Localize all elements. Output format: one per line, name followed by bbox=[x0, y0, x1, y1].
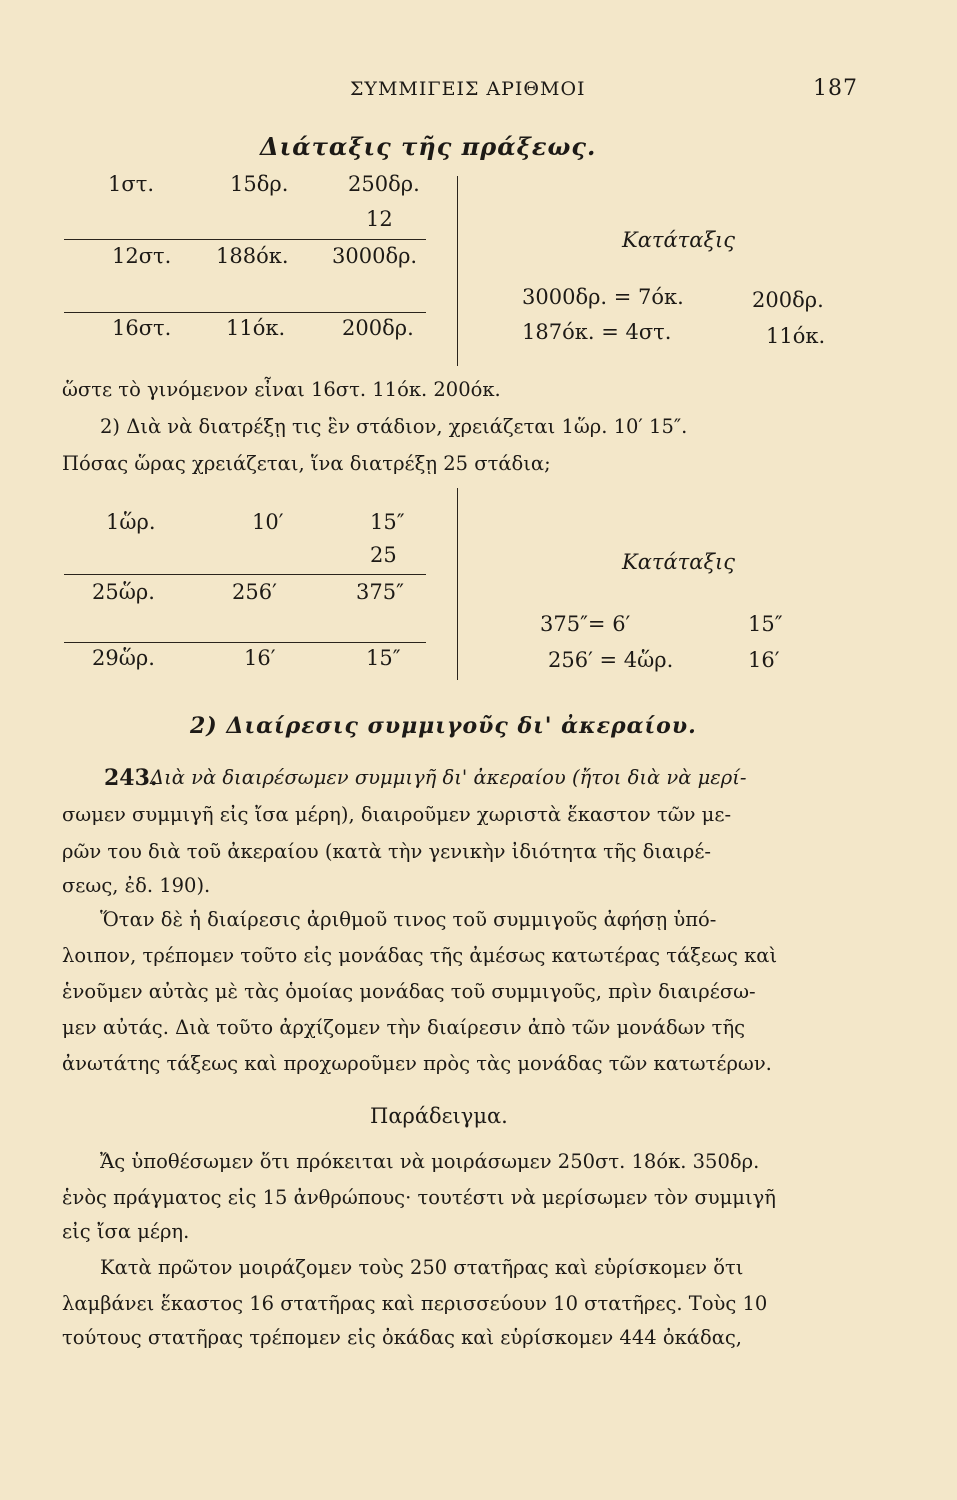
paragraph-line: τούτους στατῆρας τρέπομεν εἰς ὀκάδας καὶ εὑρίσκομεν 444 ὀκάδας, bbox=[62, 1326, 742, 1349]
paragraph-line: Ὅταν δὲ ἡ διαίρεσις ἀριθμοῦ τινος τοῦ συμμιγοῦς ἀφήσῃ ὑπό- bbox=[100, 908, 717, 931]
table-cell: 15δρ. bbox=[230, 172, 289, 196]
katataxis-cell: 16′ bbox=[748, 648, 780, 672]
paragraph-line: Διὰ νὰ διαιρέσωμεν συμμιγῆ δι' ἀκεραίου (ἤτοι διὰ νὰ μερί- bbox=[150, 766, 747, 789]
paragraph-line: ἑνοῦμεν αὐτὰς μὲ τὰς ὁμοίας μονάδας τοῦ συμμιγοῦς, πρὶν διαιρέσω- bbox=[62, 980, 756, 1003]
table-cell: 12στ. bbox=[112, 244, 172, 268]
problem-line: Πόσας ὥρας χρειάζεται, ἵνα διατρέξῃ 25 στάδια; bbox=[62, 452, 551, 475]
table-cell: 256′ bbox=[232, 580, 277, 604]
section-heading-arrangement: Διάταξις τῆς πράξεως. bbox=[260, 132, 597, 161]
result-line: ὥστε τὸ γινόμενον εἶναι 16στ. 11όκ. 200όκ. bbox=[62, 378, 501, 401]
divider bbox=[64, 574, 426, 575]
divider bbox=[64, 312, 426, 313]
table-cell: 29ὥρ. bbox=[92, 646, 155, 670]
page-number: 187 bbox=[813, 76, 858, 101]
table-cell: 12 bbox=[366, 207, 393, 231]
katataxis-cell: 11όκ. bbox=[766, 324, 826, 348]
paragraph-line: λοιπον, τρέπομεν τοῦτο εἰς μονάδας τῆς ἀμέσως κατωτέρας τάξεως καὶ bbox=[62, 944, 778, 967]
paragraph-line: εἰς ἴσα μέρη. bbox=[62, 1220, 190, 1243]
column-divider bbox=[457, 488, 458, 680]
table-cell: 1ὥρ. bbox=[106, 510, 156, 534]
paragraph-line: ἑνὸς πράγματος εἰς 15 ἀνθρώπους· τουτέστι νὰ μερίσωμεν τὸν συμμιγῆ bbox=[62, 1186, 776, 1209]
katataxis-cell: 3000δρ. = 7όκ. bbox=[522, 285, 684, 309]
table-cell: 188όκ. bbox=[216, 244, 289, 268]
katataxis-cell: 187όκ. = 4στ. bbox=[522, 320, 672, 344]
paragraph-line: Ἄς ὑποθέσωμεν ὅτι πρόκειται νὰ μοιράσωμεν 250στ. 18όκ. 350δρ. bbox=[100, 1150, 760, 1173]
running-title: ΣΥΜΜΙΓΕΙΣ ΑΡΙΘΜΟΙ bbox=[350, 78, 586, 100]
divider bbox=[64, 239, 426, 240]
section-heading-division: 2) Διαίρεσις συμμιγοῦς δι' ἀκεραίου. bbox=[190, 713, 697, 739]
paragraph-line: σωμεν συμμιγῆ εἰς ἴσα μέρη), διαιροῦμεν χωριστὰ ἕκαστον τῶν με- bbox=[62, 803, 732, 826]
table-cell: 3000δρ. bbox=[332, 244, 418, 268]
katataxis-title: Κατάταξις bbox=[622, 228, 736, 252]
table-cell: 11όκ. bbox=[226, 316, 286, 340]
paragraph-line: λαμβάνει ἕκαστος 16 στατῆρας καὶ περισσεύουν 10 στατῆρες. Τοὺς 10 bbox=[62, 1292, 768, 1315]
table-cell: 200δρ. bbox=[342, 316, 414, 340]
table-cell: 15″ bbox=[370, 510, 405, 534]
paragraph-line: μεν αὐτάς. Διὰ τοῦτο ἀρχίζομεν τὴν διαίρεσιν ἀπὸ τῶν μονάδων τῆς bbox=[62, 1016, 746, 1039]
table-cell: 375″ bbox=[356, 580, 404, 604]
table-cell: 16στ. bbox=[112, 316, 172, 340]
table-cell: 16′ bbox=[244, 646, 276, 670]
katataxis-cell: 15″ bbox=[748, 612, 783, 636]
paragraph-number: 243. bbox=[104, 765, 158, 791]
table-cell: 25 bbox=[370, 543, 397, 567]
table-cell: 10′ bbox=[252, 510, 284, 534]
katataxis-cell: 256′ = 4ὥρ. bbox=[548, 648, 674, 672]
table-cell: 25ὥρ. bbox=[92, 580, 155, 604]
table-cell: 250δρ. bbox=[348, 172, 420, 196]
problem-line: 2) Διὰ νὰ διατρέξῃ τις ἓν στάδιον, χρειάζεται 1ὥρ. 10′ 15″. bbox=[100, 415, 688, 438]
paragraph-line: σεως, ἐδ. 190). bbox=[62, 874, 211, 897]
example-heading: Παράδειγμα. bbox=[370, 1104, 508, 1128]
column-divider bbox=[457, 176, 458, 366]
table-cell: 1στ. bbox=[108, 172, 154, 196]
katataxis-cell: 200δρ. bbox=[752, 288, 824, 312]
table-cell: 15″ bbox=[366, 646, 401, 670]
katataxis-cell: 375″= 6′ bbox=[540, 612, 631, 636]
divider bbox=[64, 642, 426, 643]
paragraph-line: Κατὰ πρῶτον μοιράζομεν τοὺς 250 στατῆρας καὶ εὑρίσκομεν ὅτι bbox=[100, 1256, 744, 1279]
paragraph-line: ἀνωτάτης τάξεως καὶ προχωροῦμεν πρὸς τὰς μονάδας τῶν κατωτέρων. bbox=[62, 1052, 772, 1075]
katataxis-title: Κατάταξις bbox=[622, 550, 736, 574]
paragraph-line: ρῶν του διὰ τοῦ ἀκεραίου (κατὰ τὴν γενικὴν ἰδιότητα τῆς διαιρέ- bbox=[62, 840, 712, 863]
